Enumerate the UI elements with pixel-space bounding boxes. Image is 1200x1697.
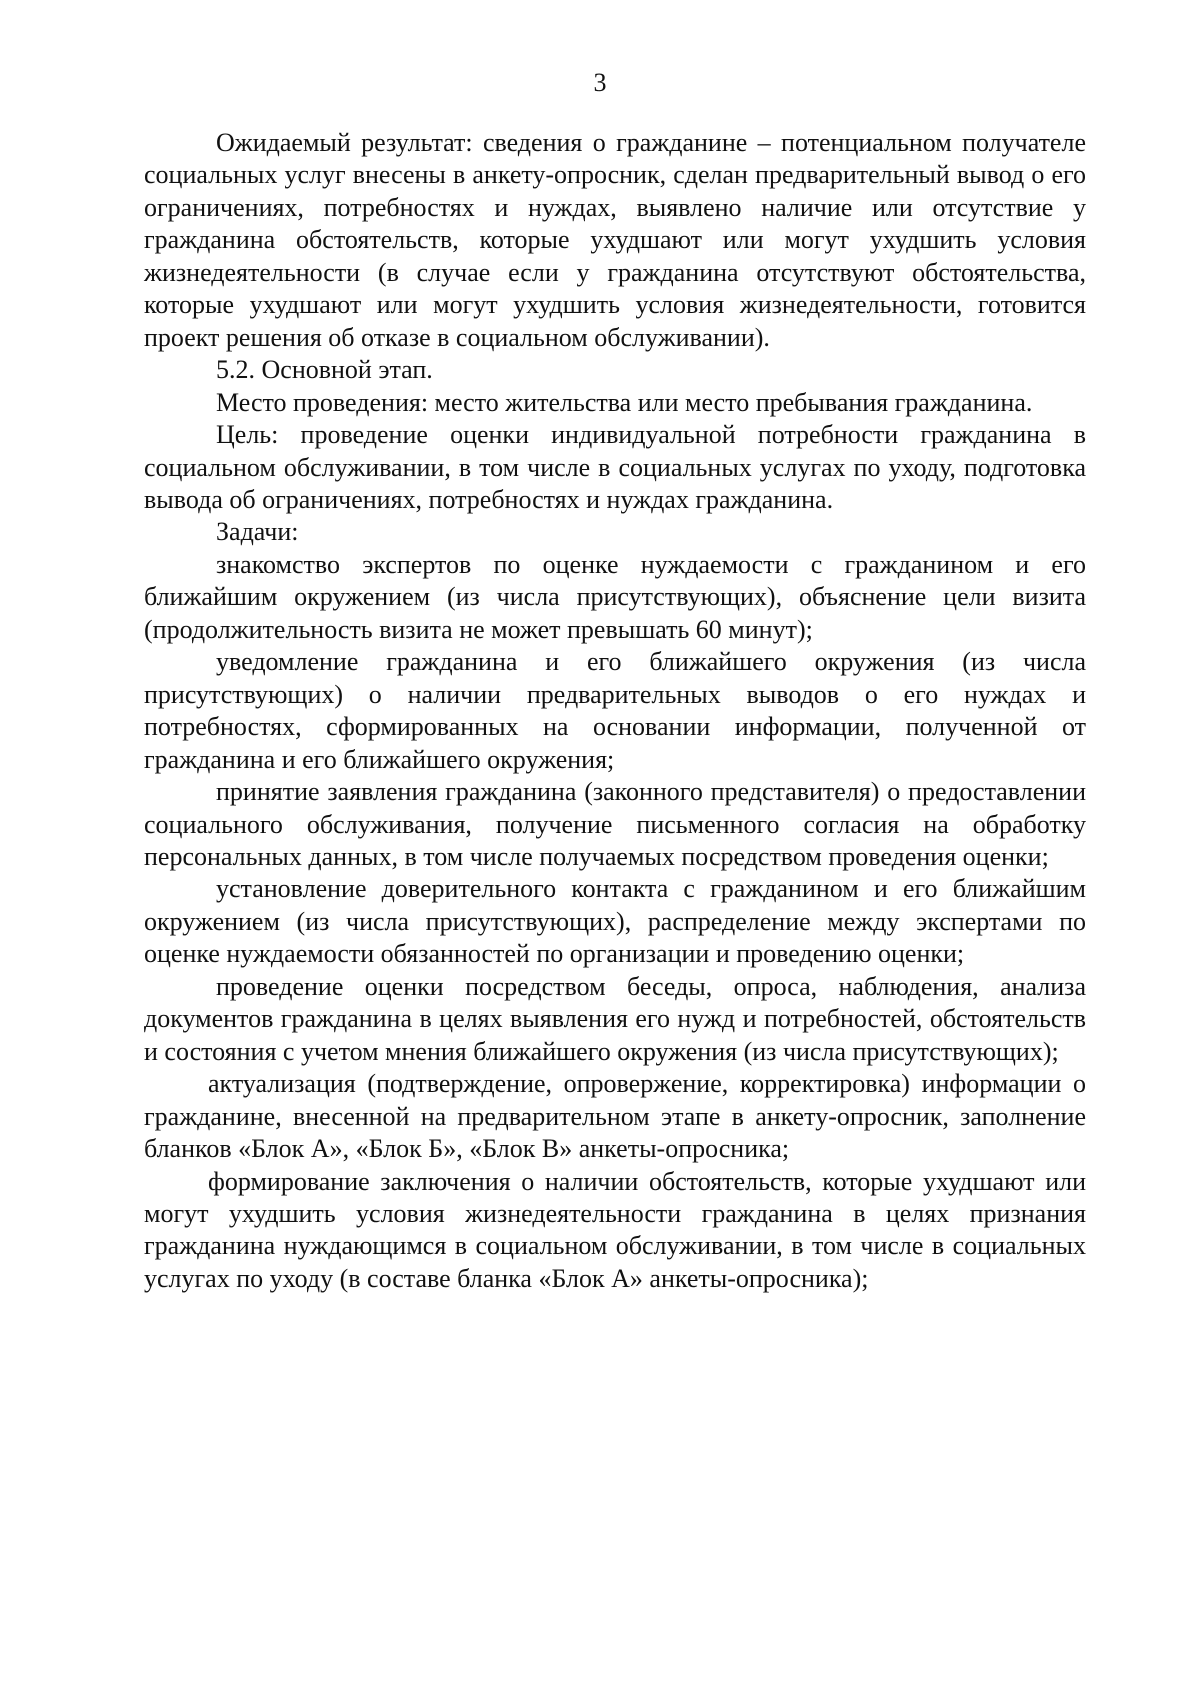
task-item-application: принятие заявления гражданина (законного представителя) о предоставлении социального обслуживания, получение письменного согласия на обработку персональных данных, в том числе получаемых посредством проведения оценки; bbox=[144, 777, 1086, 871]
paragraph-location: Место проведения: место жительства или место пребывания гражданина. bbox=[216, 387, 1033, 417]
paragraph-goal: Цель: проведение оценки индивидуальной потребности гражданина в социальном обслуживании, в том числе в социальных услугах по уходу, подготовка вывода об ограничениях, потребностях и нуждах гражданина. bbox=[144, 420, 1086, 514]
task-item-acquaintance: знакомство экспертов по оценке нуждаемости с гражданином и его ближайшим окружением (из числа присутствующих), объяснение цели визита (продолжительность визита не может превышать 60 минут); bbox=[144, 549, 1086, 644]
paragraph-expected-result: Ожидаемый результат: сведения о гражданине – потенциальном получателе социальных услуг внесены в анкету-опросник, сделан предварительный вывод о его ограничениях, потребностях и нуждах, выявлено наличие или отсутствие у гражданина обстоятельств, которые ухудшают или могут ухудшить условия жизнедеятельности (в случае если у гражданина отсутствуют обстоятельства, которые ухудшают или могут ухудшить условия жизнедеятельности, готовится проект решения об отказе в социальном обслуживании). bbox=[144, 128, 1086, 352]
paragraph-tasks-heading: Задачи: bbox=[216, 517, 299, 547]
task-item-notification: уведомление гражданина и его ближайшего окружения (из числа присутствующих) о наличии предварительных выводов о его нуждах и потребностях, сформированных на основании информации, полученной от гражданина и его ближайшего окружения; bbox=[144, 647, 1086, 774]
section-heading-main-stage: 5.2. Основной этап. bbox=[216, 355, 433, 385]
task-item-update: актуализация (подтверждение, опровержение, корректировка) информации о гражданине, внесенной на предварительном этапе в анкету-опросник, заполнение бланков «Блок А», «Блок Б», «Блок В» анкеты-опросника; bbox=[144, 1069, 1086, 1164]
task-item-contact: установление доверительного контакта с гражданином и его ближайшим окружением (из числа присутствующих), распределение между экспертами по оценке нуждаемости обязанностей по организации и проведению оценки; bbox=[144, 874, 1086, 969]
document-body bbox=[144, 127, 1086, 1295]
task-item-assessment: проведение оценки посредством беседы, опроса, наблюдения, анализа документов гражданина в целях выявления его нужд и потребностей, обстоятельств и состояния с учетом мнения ближайшего окружения (из числа присутствующих); bbox=[144, 971, 1086, 1066]
task-item-conclusion: формирование заключения о наличии обстоятельств, которые ухудшают или могут ухудшить условия жизнедеятельности гражданина в целях признания гражданина нуждающимся в социальном обслуживании, в том числе в социальных услугах по уходу (в составе бланка «Блок А» анкеты-опросника); bbox=[144, 1166, 1086, 1293]
page-number: 3 bbox=[593, 68, 607, 97]
